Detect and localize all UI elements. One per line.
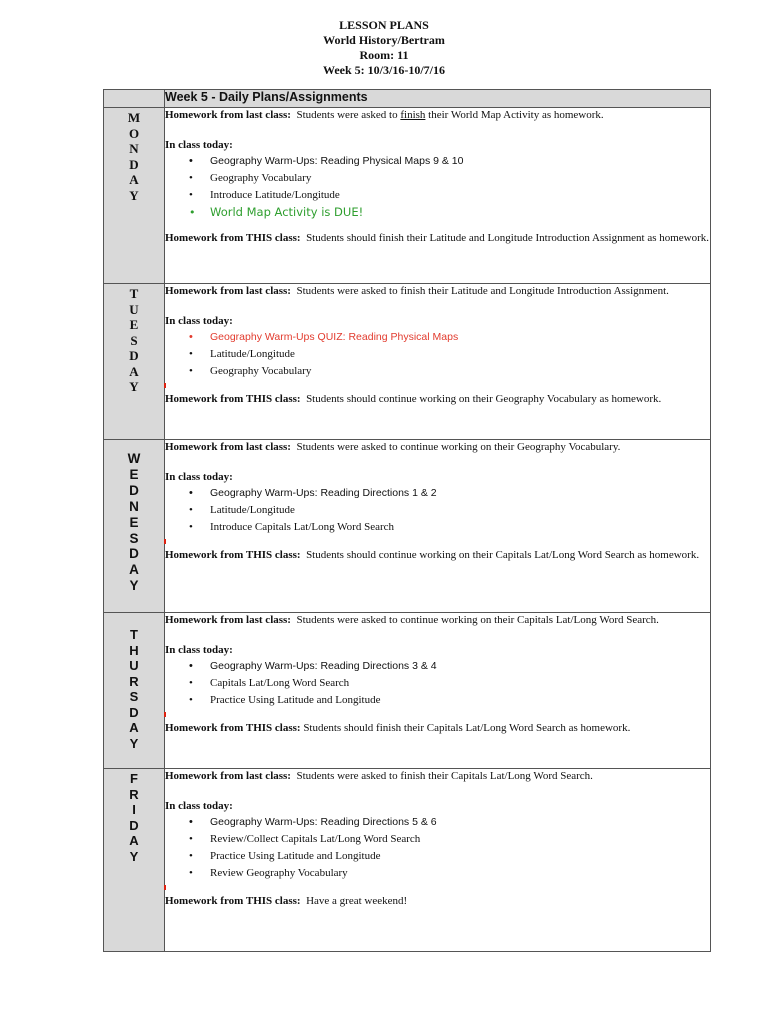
day-content-wednesday bbox=[165, 440, 711, 613]
list-item: • Geography Vocabulary bbox=[165, 170, 710, 187]
day-label-friday bbox=[104, 769, 165, 952]
day-label-wednesday bbox=[104, 440, 165, 613]
day-letter: S bbox=[130, 332, 138, 348]
day-letter: A bbox=[129, 172, 139, 187]
hw-last-underlined: finish bbox=[400, 109, 426, 121]
in-class-list bbox=[165, 153, 710, 221]
hw-this-label: Homework from THIS class: bbox=[165, 549, 301, 561]
hw-last-text: Students were asked to finish their Latitude and Longitude Introduction Assignment. bbox=[296, 285, 669, 297]
in-class-label: In class today: bbox=[165, 471, 233, 483]
list-item: • Geography Warm-Ups: Reading Directions 1 & 2 bbox=[165, 485, 710, 502]
day-letter: O bbox=[128, 125, 140, 141]
list-item: • Geography Warm-Ups: Reading Directions 5 & 6 bbox=[165, 814, 710, 831]
course-name: World History/Bertram bbox=[323, 33, 445, 47]
list-item: • Introduce Capitals Lat/Long Word Search bbox=[165, 519, 710, 536]
day-letter: U bbox=[129, 301, 139, 317]
day-letter: A bbox=[129, 562, 139, 578]
day-content-friday bbox=[165, 769, 711, 952]
day-letter: D bbox=[129, 546, 139, 562]
day-letter: M bbox=[127, 110, 141, 125]
hw-last-class bbox=[165, 284, 710, 299]
day-letter: S bbox=[129, 689, 139, 704]
list-item: • Review/Collect Capitals Lat/Long Word Search bbox=[165, 831, 710, 848]
margin-mark bbox=[165, 882, 710, 894]
day-row-wednesday bbox=[104, 440, 711, 613]
day-letter: Y bbox=[129, 735, 139, 751]
in-class-list bbox=[165, 329, 710, 380]
day-label-tuesday bbox=[104, 284, 165, 440]
hw-last-class bbox=[165, 769, 710, 784]
in-class-label: In class today: bbox=[165, 800, 233, 812]
day-row-friday bbox=[104, 769, 711, 952]
hw-this-class bbox=[165, 392, 710, 407]
day-letter: D bbox=[129, 817, 139, 833]
list-item: • Geography Vocabulary bbox=[165, 363, 710, 380]
list-item: • Geography Warm-Ups: Reading Directions 3 & 4 bbox=[165, 658, 710, 675]
hw-this-label: Homework from THIS class: bbox=[165, 722, 301, 734]
table-title: Week 5 - Daily Plans/Assignments bbox=[165, 90, 711, 108]
margin-mark bbox=[165, 380, 710, 392]
room-number: Room: 11 bbox=[359, 48, 409, 62]
hw-this-text: Students should continue working on their Capitals Lat/Long Word Search as homework. bbox=[306, 549, 700, 561]
day-letters bbox=[104, 284, 164, 395]
day-content-tuesday bbox=[165, 284, 711, 440]
day-letter: I bbox=[132, 802, 136, 817]
list-item: • Capitals Lat/Long Word Search bbox=[165, 675, 710, 692]
day-letter: D bbox=[129, 704, 139, 720]
hw-last-label: Homework from last class: bbox=[165, 614, 291, 626]
day-letter: T bbox=[130, 627, 138, 642]
day-letter: Y bbox=[129, 578, 139, 594]
hw-this-class bbox=[165, 231, 710, 246]
day-content-monday bbox=[165, 108, 711, 284]
week-dates: Week 5: 10/3/16-10/7/16 bbox=[323, 63, 445, 77]
day-label-monday bbox=[104, 108, 165, 284]
day-letter: F bbox=[130, 771, 138, 786]
day-letter: Y bbox=[129, 187, 139, 203]
in-class-label: In class today: bbox=[165, 139, 233, 151]
hw-last-label: Homework from last class: bbox=[165, 441, 291, 453]
day-letters bbox=[104, 440, 164, 594]
hw-last-label: Homework from last class: bbox=[165, 770, 291, 782]
hw-last-text: Students were asked to continue working on their Capitals Lat/Long Word Search. bbox=[296, 614, 659, 626]
day-letter: R bbox=[129, 786, 139, 802]
day-letter: E bbox=[129, 466, 139, 482]
hw-last-class bbox=[165, 613, 710, 628]
list-item: • Geography Warm-Ups QUIZ: Reading Physical Maps bbox=[165, 329, 710, 346]
hw-last-label: Homework from last class: bbox=[165, 285, 291, 297]
hw-this-class bbox=[165, 721, 710, 736]
hw-this-text: Students should finish their Capitals Lat/Long Word Search as homework. bbox=[303, 722, 631, 734]
day-row-tuesday bbox=[104, 284, 711, 440]
day-letter: D bbox=[129, 156, 139, 172]
header-blank-cell bbox=[104, 90, 165, 108]
day-letter: D bbox=[129, 482, 139, 498]
list-item: • Practice Using Latitude and Longitude bbox=[165, 692, 710, 709]
lesson-plan-table bbox=[103, 89, 711, 952]
day-letter: A bbox=[129, 720, 139, 735]
day-letter: Y bbox=[129, 848, 139, 864]
hw-last-text: Students were asked to bbox=[296, 109, 401, 121]
list-item: • Geography Warm-Ups: Reading Physical Maps 9 & 10 bbox=[165, 153, 710, 170]
day-letter: N bbox=[129, 498, 139, 514]
list-item: • World Map Activity is DUE! bbox=[165, 204, 710, 221]
in-class-list bbox=[165, 658, 710, 709]
margin-mark bbox=[165, 709, 710, 721]
day-letters bbox=[104, 769, 164, 864]
list-item: • Review Geography Vocabulary bbox=[165, 865, 710, 882]
day-letter: A bbox=[129, 833, 139, 848]
day-letter: Y bbox=[129, 379, 139, 394]
day-letter: N bbox=[129, 141, 139, 156]
in-class-label: In class today: bbox=[165, 315, 233, 327]
day-letter: T bbox=[129, 286, 139, 301]
in-class-list bbox=[165, 814, 710, 882]
hw-this-text: Students should finish their Latitude and Longitude Introduction Assignment as homework. bbox=[306, 232, 710, 244]
hw-last-class bbox=[165, 108, 710, 123]
in-class-label: In class today: bbox=[165, 644, 233, 656]
hw-last-text-end: their World Map Activity as homework. bbox=[425, 109, 604, 121]
list-item: • Latitude/Longitude bbox=[165, 502, 710, 519]
day-letter: R bbox=[129, 673, 139, 689]
list-item: • Latitude/Longitude bbox=[165, 346, 710, 363]
day-letter: D bbox=[129, 348, 139, 363]
hw-last-label: Homework from last class: bbox=[165, 109, 291, 121]
hw-this-text: Students should continue working on their Geography Vocabulary as homework. bbox=[306, 393, 662, 405]
day-row-monday bbox=[104, 108, 711, 284]
day-letter: E bbox=[129, 514, 139, 530]
day-letter: E bbox=[129, 317, 139, 332]
margin-mark bbox=[165, 536, 710, 548]
day-letter: A bbox=[129, 363, 139, 379]
table-header-row bbox=[104, 90, 711, 108]
day-letter: U bbox=[129, 658, 139, 673]
hw-this-label: Homework from THIS class: bbox=[165, 393, 301, 405]
day-row-thursday bbox=[104, 613, 711, 769]
day-content-thursday bbox=[165, 613, 711, 769]
day-letter: H bbox=[129, 642, 139, 658]
hw-this-text: Have a great weekend! bbox=[306, 895, 408, 907]
hw-this-label: Homework from THIS class: bbox=[165, 232, 301, 244]
hw-last-class bbox=[165, 440, 710, 455]
document-header bbox=[0, 18, 768, 78]
day-letters bbox=[104, 108, 164, 203]
in-class-list bbox=[165, 485, 710, 536]
doc-title: LESSON PLANS bbox=[339, 18, 429, 32]
hw-last-text: Students were asked to finish their Capitals Lat/Long Word Search. bbox=[296, 770, 593, 782]
day-letter: W bbox=[127, 451, 141, 466]
hw-this-label: Homework from THIS class: bbox=[165, 895, 301, 907]
hw-last-text: Students were asked to continue working on their Geography Vocabulary. bbox=[296, 441, 621, 453]
list-item: • Practice Using Latitude and Longitude bbox=[165, 848, 710, 865]
hw-this-class bbox=[165, 548, 710, 563]
hw-this-class bbox=[165, 894, 710, 909]
day-label-thursday bbox=[104, 613, 165, 769]
day-letter: S bbox=[129, 530, 139, 546]
list-item: • Introduce Latitude/Longitude bbox=[165, 187, 710, 204]
day-letters bbox=[104, 613, 164, 751]
